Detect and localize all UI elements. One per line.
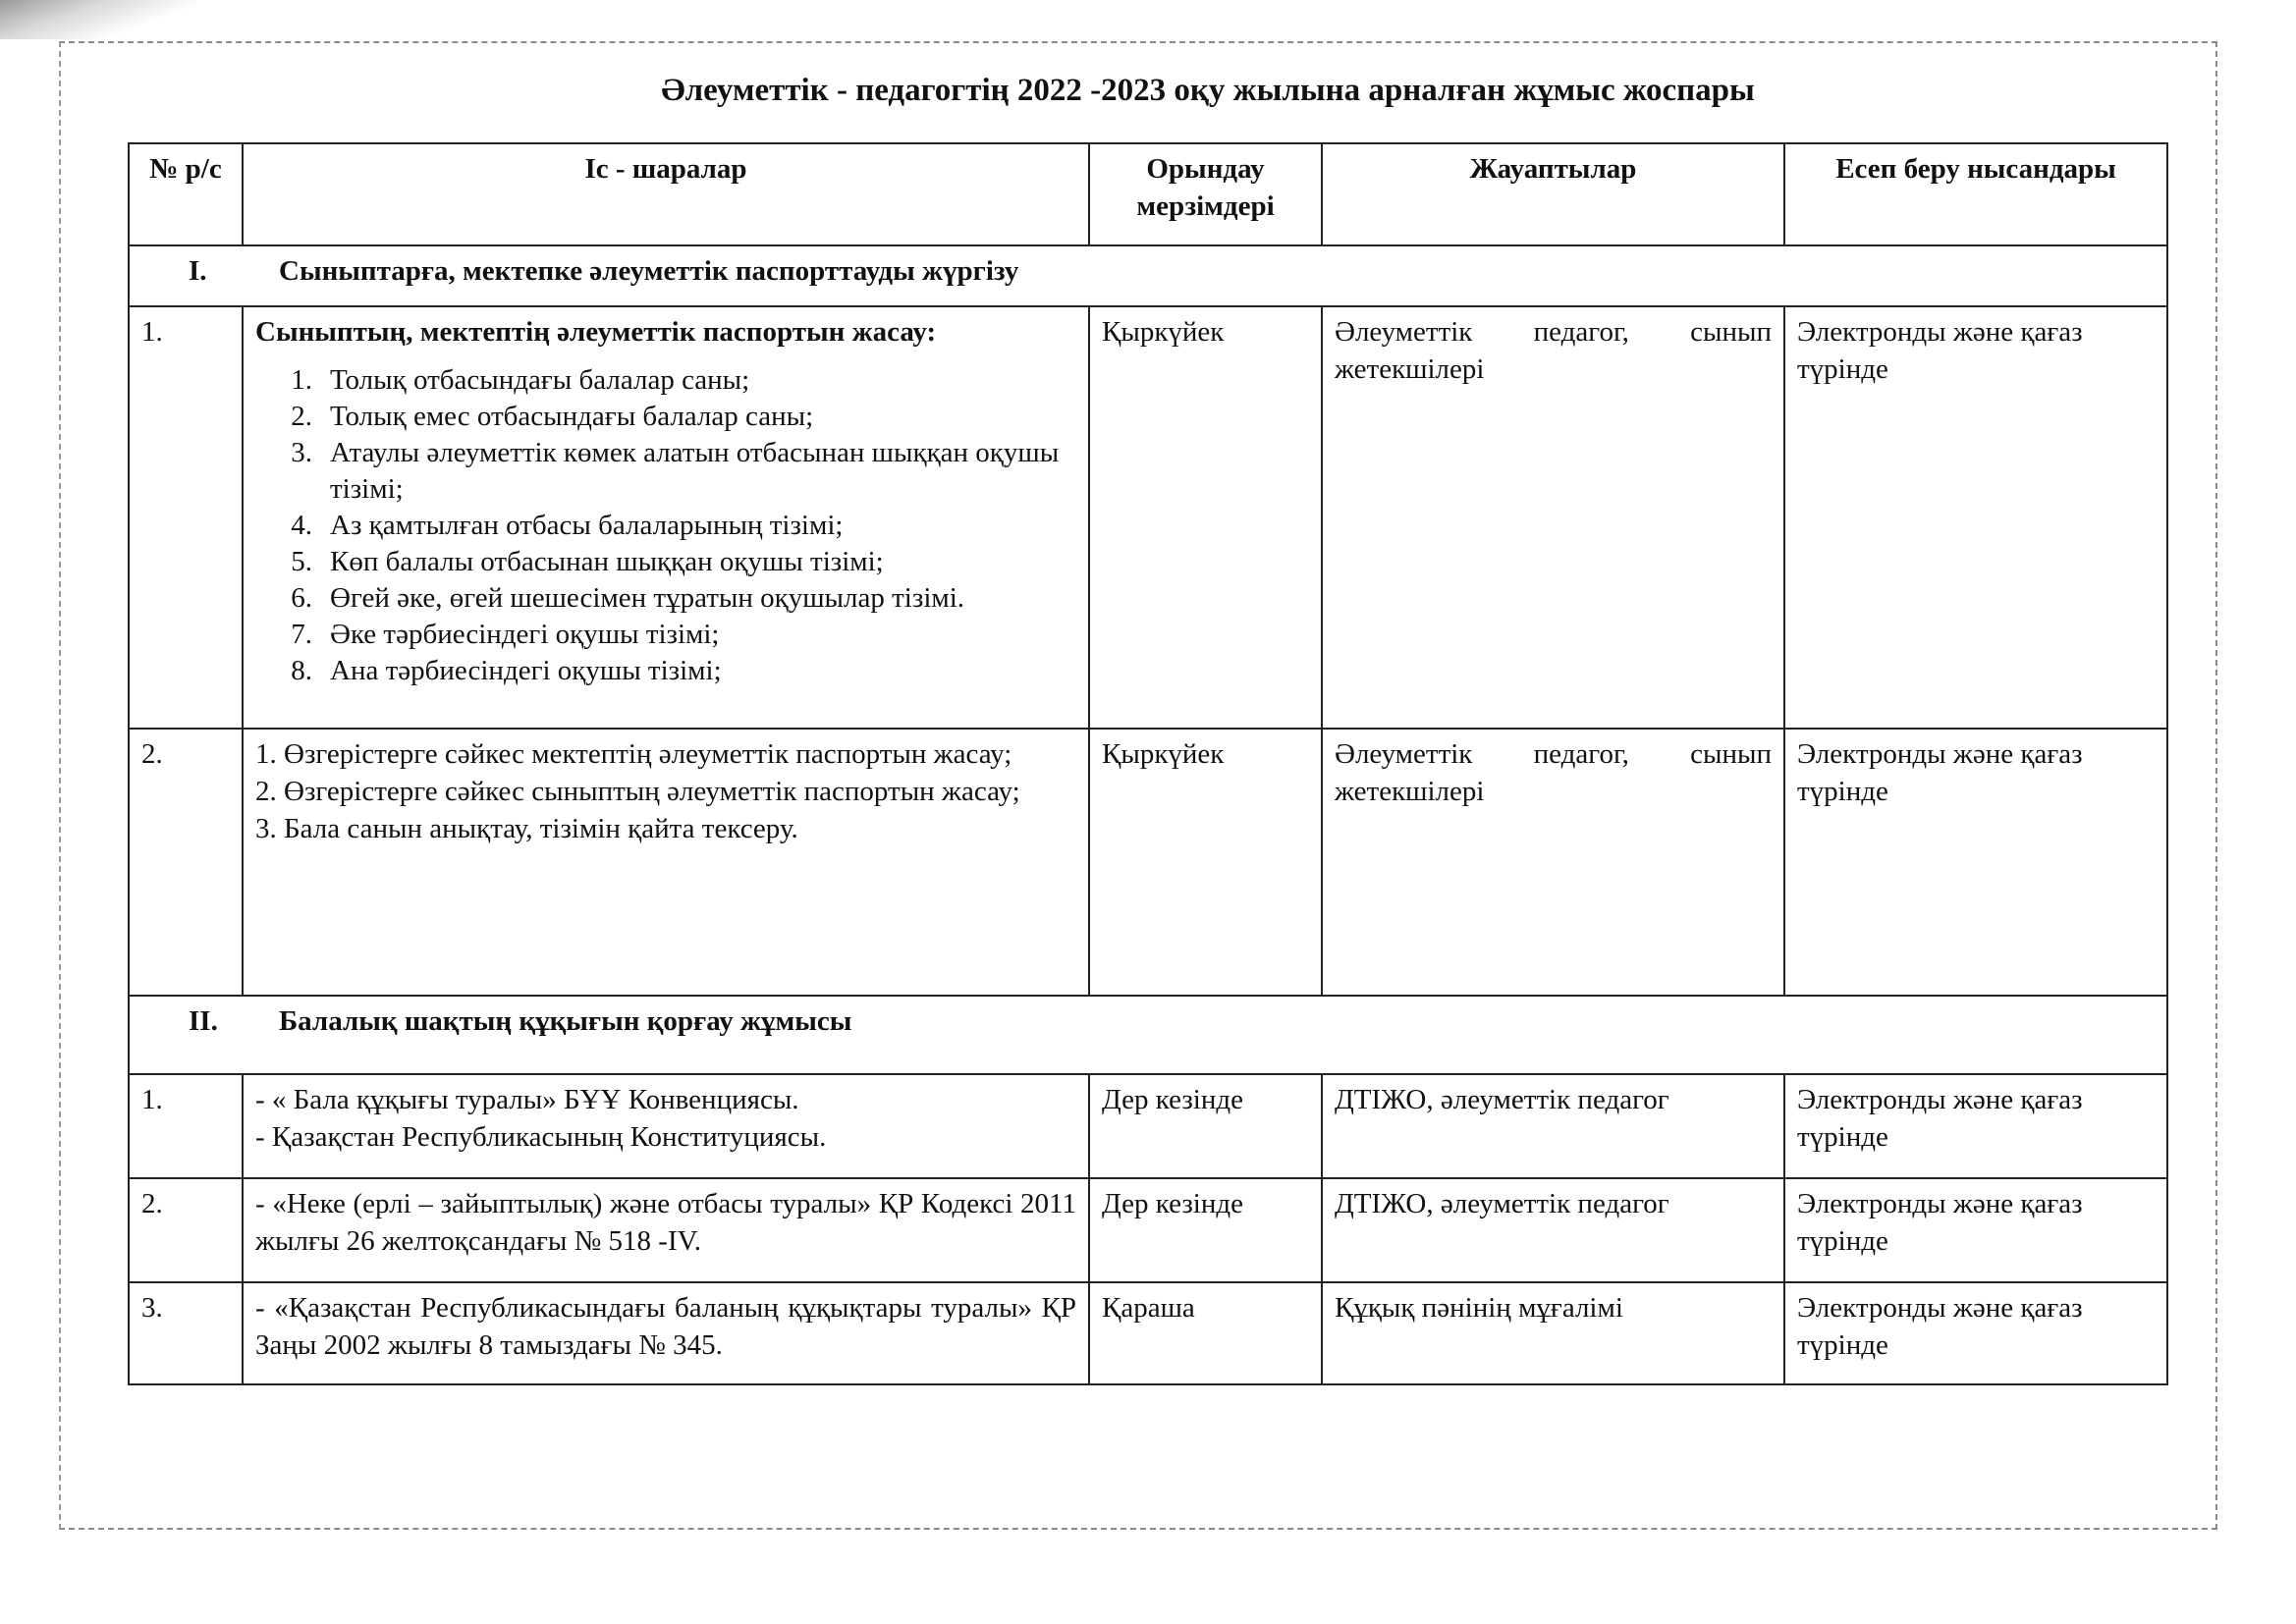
item-number: 2. (291, 401, 312, 432)
section-row (129, 245, 2167, 306)
list-item (255, 617, 1076, 653)
activity-line: - Қазақстан Республикасының Конституциясы. (255, 1121, 827, 1153)
header-num: № р/с (129, 143, 243, 245)
list-item (255, 580, 1076, 617)
row-activity (243, 1074, 1089, 1178)
item-text: Атаулы әлеуметтік көмек алатын отбасынан шыққан оқушы тізімі; (330, 437, 1060, 505)
item-text: Әке тәрбиесіндегі оқушы тізімі; (330, 619, 720, 650)
item-text: Көп балалы отбасынан шыққан оқушы тізімі; (330, 546, 884, 577)
table-row (129, 1178, 2167, 1282)
header-responsible: Жауаптылар (1322, 143, 1784, 245)
section-number: I. (189, 255, 207, 287)
activity-line: 2. Өзгерістерге сәйкес сыныптың әлеуметтік паспортын жасау; (255, 776, 1020, 807)
item-text: Аз қамтылған отбасы балаларының тізімі; (330, 510, 844, 541)
row-deadline: Қыркүйек (1089, 306, 1322, 729)
row-deadline: Қыркүйек (1089, 729, 1322, 996)
row-deadline: Дер кезінде (1089, 1074, 1322, 1178)
row-activity (243, 729, 1089, 996)
row-activity: - «Неке (ерлі – зайыптылық) және отбасы туралы» ҚР Кодексі 2011 жылғы 26 желтоқсандағы № 518 -IV. (243, 1178, 1089, 1282)
activity-line: 3. Бала санын анықтау, тізімін қайта тексеру. (255, 813, 798, 844)
row-report: Электронды және қағаз түрінде (1784, 1178, 2167, 1282)
row-responsible: Әлеуметтік педагог, сынып жетекшілері (1322, 729, 1784, 996)
row-deadline: Дер кезінде (1089, 1178, 1322, 1282)
item-number: 7. (291, 619, 312, 650)
header-deadline: Орындау мерзімдері (1089, 143, 1322, 245)
document-title: Әлеуметтік - педагогтің 2022 -2023 оқу жылына арналған жұмыс жоспары (661, 73, 1755, 108)
section-title-cell (129, 996, 2167, 1074)
section-title: Балалық шақтың құқығын қорғау жұмысы (279, 1005, 852, 1037)
row-activity (243, 306, 1089, 729)
table-header-row (129, 143, 2167, 245)
row-report: Электронды және қағаз түрінде (1784, 1282, 2167, 1384)
header-activities: Іс - шаралар (243, 143, 1089, 245)
table-row (129, 729, 2167, 996)
row-report: Электронды және қағаз түрінде (1784, 1074, 2167, 1178)
list-item (255, 544, 1076, 580)
table-row (129, 1282, 2167, 1384)
item-number: 3. (291, 437, 312, 468)
section-row (129, 996, 2167, 1074)
item-number: 5. (291, 546, 312, 577)
section-number: II. (189, 1005, 218, 1037)
table-row (129, 1074, 2167, 1178)
row-number: 2. (129, 729, 243, 996)
list-item (255, 508, 1076, 544)
item-number: 4. (291, 510, 312, 541)
row-responsible: Әлеуметтік педагог, сынып жетекшілері (1322, 306, 1784, 729)
work-plan-table (128, 142, 2168, 1385)
activity-heading: Сыныптың, мектептің әлеуметтік паспортын жасау: (255, 316, 937, 348)
activity-item-list (255, 362, 1076, 689)
item-number: 1. (291, 364, 312, 396)
row-activity: - «Қазақстан Республикасындағы баланың құқықтары туралы» ҚР Заңы 2002 жылғы 8 тамыздағы № 345. (243, 1282, 1089, 1384)
activity-line: - « Бала құқығы туралы» БҰҰ Конвенциясы. (255, 1084, 799, 1115)
section-title: Сыныптарға, мектепке әлеуметтік паспорттауды жүргізу (279, 255, 1019, 287)
item-text: Өгей әке, өгей шешесімен тұратын оқушылар тізімі. (330, 582, 965, 614)
row-responsible: Құқық пәнінің мұғалімі (1322, 1282, 1784, 1384)
row-number: 3. (129, 1282, 243, 1384)
item-number: 8. (291, 655, 312, 686)
item-text: Толық отбасындағы балалар саны; (330, 364, 750, 396)
scan-edge-shadow (0, 0, 196, 39)
list-item (255, 399, 1076, 435)
item-text: Ана тәрбиесіндегі оқушы тізімі; (330, 655, 722, 686)
header-report: Есеп беру нысандары (1784, 143, 2167, 245)
row-report: Электронды және қағаз түрінде (1784, 306, 2167, 729)
row-deadline: Қараша (1089, 1282, 1322, 1384)
list-item (255, 653, 1076, 689)
activity-line: 1. Өзгерістерге сәйкес мектептің әлеуметтік паспортын жасау; (255, 738, 1012, 770)
row-number: 2. (129, 1178, 243, 1282)
list-item (255, 435, 1076, 508)
list-item (255, 362, 1076, 399)
row-responsible: ДТІЖО, әлеуметтік педагог (1322, 1074, 1784, 1178)
row-number: 1. (129, 1074, 243, 1178)
table-row (129, 306, 2167, 729)
row-report: Электронды және қағаз түрінде (1784, 729, 2167, 996)
item-text: Толық емес отбасындағы балалар саны; (330, 401, 814, 432)
row-number: 1. (129, 306, 243, 729)
item-number: 6. (291, 582, 312, 614)
row-responsible: ДТІЖО, әлеуметтік педагог (1322, 1178, 1784, 1282)
section-title-cell (129, 245, 2167, 306)
